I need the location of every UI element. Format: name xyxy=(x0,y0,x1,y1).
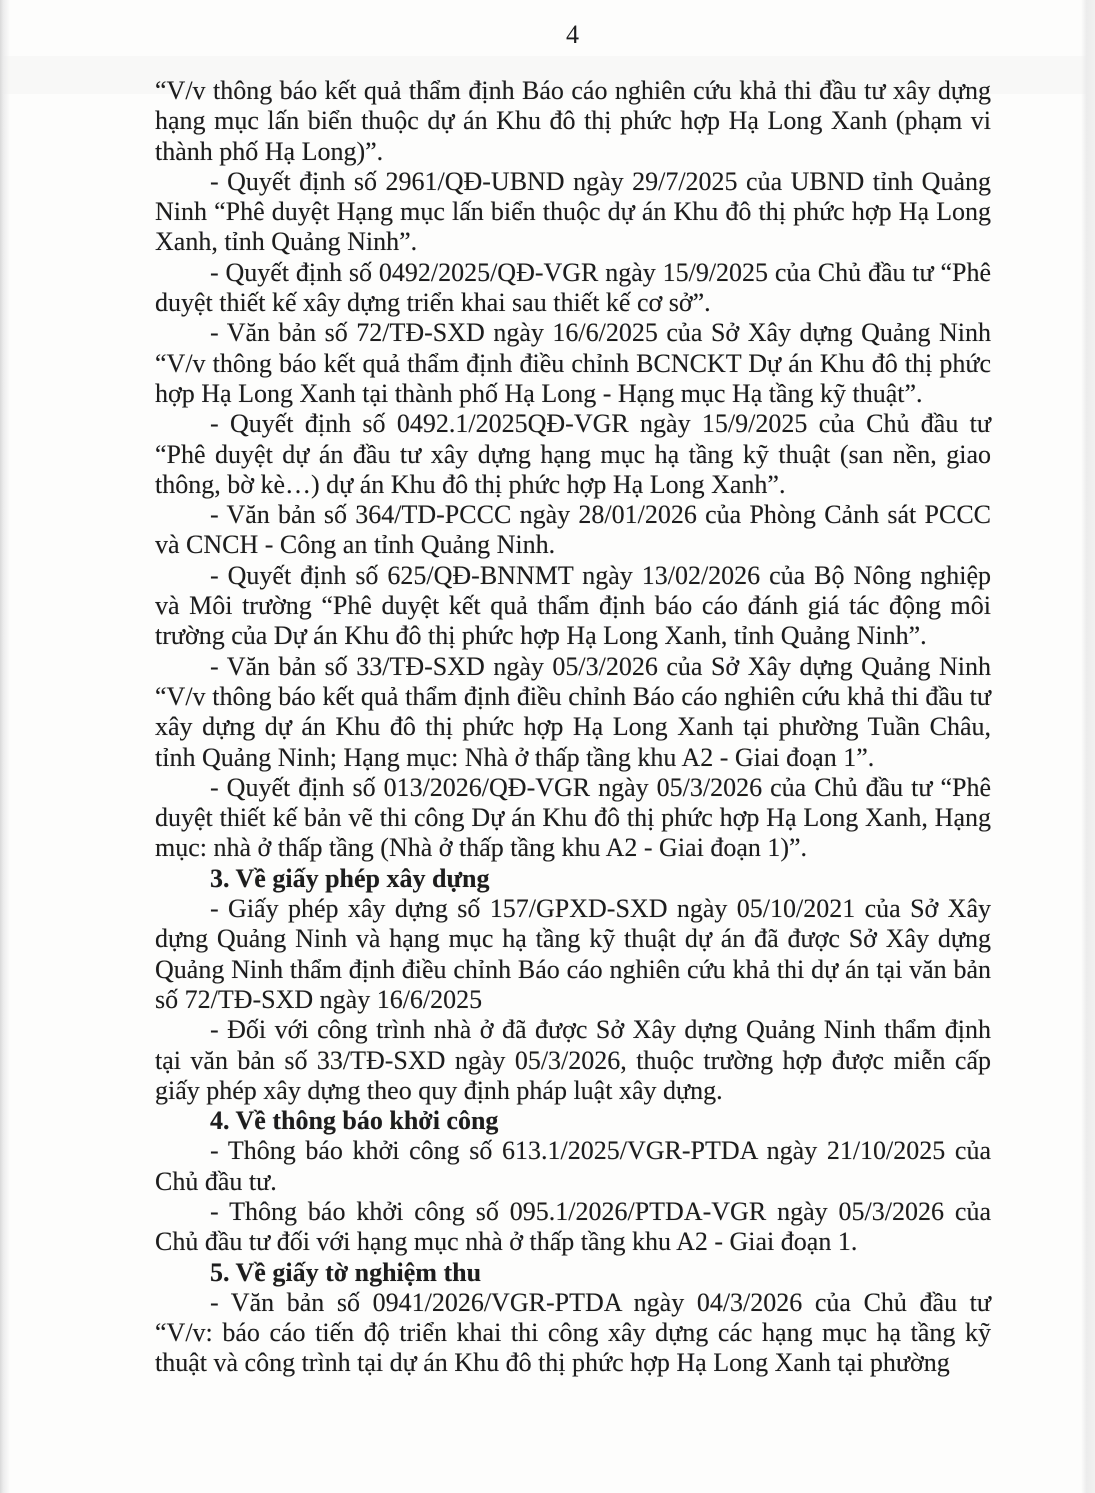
body-paragraph: - Quyết định số 2961/QĐ-UBND ngày 29/7/2025 của UBND tỉnh Quảng Ninh “Phê duyệt Hạng mục lấn biển thuộc dự án Khu đô thị phức hợp Hạ Long Xanh, tỉnh Quảng Ninh”. xyxy=(155,166,991,257)
body-paragraph: - Quyết định số 625/QĐ-BNNMT ngày 13/02/2026 của Bộ Nông nghiệp và Môi trường “Phê duyệt kết quả thẩm định báo cáo đánh giá tác động môi trường của Dự án Khu đô thị phức hợp Hạ Long Xanh, tỉnh Quảng Ninh”. xyxy=(155,560,991,651)
body-paragraph: - Đối với công trình nhà ở đã được Sở Xây dựng Quảng Ninh thẩm định tại văn bản số 33/TĐ-SXD ngày 05/3/2026, thuộc trường hợp được miễn cấp giấy phép xây dựng theo quy định pháp luật xây dựng. xyxy=(155,1015,991,1105)
scan-edge-left xyxy=(0,0,10,1493)
section-heading-acceptance-documents: 5. Về giấy tờ nghiệm thu xyxy=(210,1257,482,1287)
body-paragraph: - Thông báo khởi công số 095.1/2026/PTDA-VGR ngày 05/3/2026 của Chủ đầu tư đối với hạng mục nhà ở thấp tầng khu A2 - Giai đoạn 1. xyxy=(155,1196,991,1257)
body-paragraph: - Giấy phép xây dựng số 157/GPXD-SXD ngày 05/10/2021 của Sở Xây dựng Quảng Ninh và hạng mục hạ tầng kỹ thuật dự án đã được Sở Xây dựng Quảng Ninh thẩm định điều chỉnh Báo cáo nghiên cứu khả thi dự án tại văn bản số 72/TĐ-SXD ngày 16/6/2025 xyxy=(155,894,991,1014)
body-paragraph: - Quyết định số 013/2026/QĐ-VGR ngày 05/3/2026 của Chủ đầu tư “Phê duyệt thiết kế bản vẽ thi công Dự án Khu đô thị phức hợp Hạ Long Xanh, Hạng mục: nhà ở thấp tầng (Nhà ở thấp tầng khu A2 - Giai đoạn 1)”. xyxy=(155,772,991,863)
body-paragraph: - Văn bản số 0941/2026/VGR-PTDA ngày 04/3/2026 của Chủ đầu tư “V/v: báo cáo tiến độ triển khai thi công xây dựng các hạng mục hạ tầng kỹ thuật và công trình tại dự án Khu đô thị phức hợp Hạ Long Xanh tại phường xyxy=(155,1287,991,1378)
body-paragraph: - Quyết định số 0492/2025/QĐ-VGR ngày 15/9/2025 của Chủ đầu tư “Phê duyệt thiết kế xây dựng triển khai sau thiết kế cơ sở”. xyxy=(155,257,991,318)
section-heading-construction-start-notice: 4. Về thông báo khởi công xyxy=(210,1106,499,1136)
body-paragraph: - Văn bản số 364/TD-PCCC ngày 28/01/2026 của Phòng Cảnh sát PCCC và CNCH - Công an tỉnh Quảng Ninh. xyxy=(155,500,991,560)
scan-edge-right xyxy=(1081,0,1095,1493)
body-paragraph: - Văn bản số 33/TĐ-SXD ngày 05/3/2026 của Sở Xây dựng Quảng Ninh “V/v thông báo kết quả thẩm định điều chỉnh Báo cáo nghiên cứu khả thi đầu tư xây dựng dự án Khu đô thị phức hợp Hạ Long Xanh tại phường Tuần Châu, tỉnh Quảng Ninh; Hạng mục: Nhà ở thấp tầng khu A2 - Giai đoạn 1”. xyxy=(155,651,991,772)
section-heading-building-permit: 3. Về giấy phép xây dựng xyxy=(210,863,490,893)
page-number: 4 xyxy=(566,20,580,49)
document-body xyxy=(155,76,991,1379)
body-paragraph: “V/v thông báo kết quả thẩm định Báo cáo nghiên cứu khả thi đầu tư xây dựng hạng mục lấn biển thuộc dự án Khu đô thị phức hợp Hạ Long Xanh (phạm vi thành phố Hạ Long)”. xyxy=(155,76,991,166)
body-paragraph: - Thông báo khởi công số 613.1/2025/VGR-PTDA ngày 21/10/2025 của Chủ đầu tư. xyxy=(155,1136,991,1196)
body-paragraph: - Văn bản số 72/TĐ-SXD ngày 16/6/2025 của Sở Xây dựng Quảng Ninh “V/v thông báo kết quả thẩm định điều chỉnh BCNCKT Dự án Khu đô thị phức hợp Hạ Long Xanh tại thành phố Hạ Long - Hạng mục Hạ tầng kỹ thuật”. xyxy=(155,318,991,408)
body-paragraph: - Quyết định số 0492.1/2025QĐ-VGR ngày 15/9/2025 của Chủ đầu tư “Phê duyệt dự án đầu tư xây dựng hạng mục hạ tầng kỹ thuật (san nền, giao thông, bờ kè…) dự án Khu đô thị phức hợp Hạ Long Xanh”. xyxy=(155,409,991,499)
